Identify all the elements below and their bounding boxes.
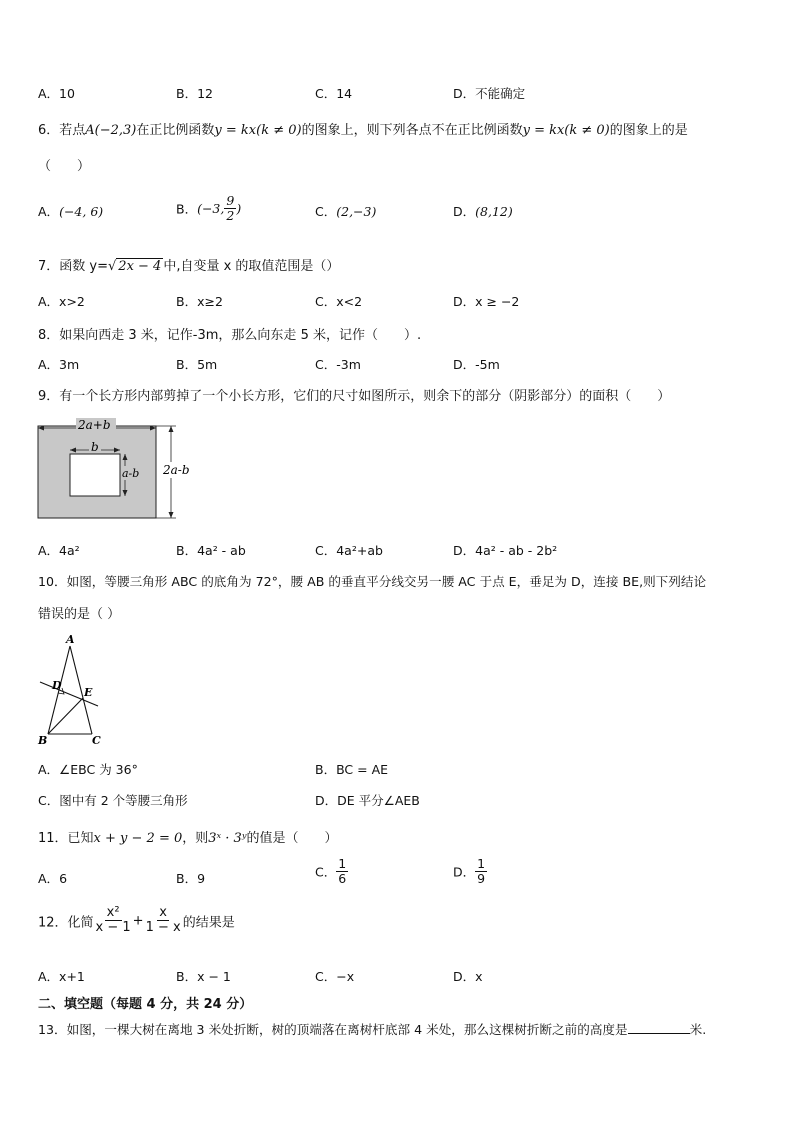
q6-prefix: 6．若点 [38, 123, 86, 138]
q11-option-c-num: 1 [338, 856, 347, 871]
q6-option-c-label: C． [315, 204, 337, 219]
q7-prefix: 7．函数 y= [38, 259, 108, 274]
q9-label-outer-width: 2a+b [78, 418, 111, 432]
q6-stem [38, 119, 688, 138]
q9-stem: 9．有一个长方形内部剪掉了一个小长方形，它们的尺寸如图所示，则余下的部分（阴影部分）的面积（ ） [38, 389, 671, 404]
q5-option-a: A．10 [38, 86, 75, 101]
q11-option-c [315, 857, 348, 886]
q13-unit: 米. [689, 1022, 707, 1037]
q10-label-c: C [92, 734, 101, 747]
q12-option-d: D．x [453, 969, 483, 984]
q11-option-b-label: B． [176, 871, 198, 886]
q6-option-c-value: (2,−3) [336, 204, 377, 219]
q8-option-b: B．5m [176, 357, 218, 372]
q9-option-b: B．4a² - ab [176, 543, 246, 558]
q9-option-d: D．4a² - ab - 2b² [453, 543, 558, 558]
q12-frac2-den: 1 − x [145, 920, 181, 936]
q11-prefix: 11．已知 [38, 831, 94, 846]
q6-option-b-num: 9 [226, 193, 235, 208]
q6-option-b-pre: (−3, [197, 200, 225, 216]
q12-option-b: B．x − 1 [176, 969, 231, 984]
q10-option-b: B．BC = AE [315, 762, 389, 777]
q9-label-inner-height: a-b [122, 467, 140, 480]
q9-inner-rect [70, 454, 120, 496]
q11-option-b [176, 869, 205, 887]
q6-option-d-label: D． [453, 204, 476, 219]
q11-option-c-den: 6 [338, 870, 347, 886]
q12-frac1-den: x − 1 [95, 920, 131, 936]
q10-option-c: C．图中有 2 个等腰三角形 [38, 793, 188, 808]
q7-option-c: C．x<2 [315, 294, 363, 309]
q11-option-b-value: 9 [197, 871, 206, 886]
q11-option-d-num: 1 [477, 856, 486, 871]
q10-option-d: D．DE 平分∠AEB [315, 793, 420, 808]
q11-option-c-label: C． [315, 864, 337, 880]
q10-label-e: E [84, 686, 93, 699]
q6-option-a-label: A． [38, 204, 60, 219]
q6-func1: y = kx(k ≠ 0) [214, 123, 302, 138]
q10-label-b: B [38, 734, 48, 747]
q11-option-a-value: 6 [59, 871, 68, 886]
q10-option-a: A．∠EBC 为 36° [38, 762, 138, 777]
q11-option-c-fraction [336, 857, 348, 886]
q12-fraction-1 [94, 906, 133, 936]
q11-option-a-label: A． [38, 871, 60, 886]
q7-radicand: 2x − 4 [118, 259, 162, 274]
q7-option-a: A．x>2 [38, 294, 85, 309]
q6-option-a [38, 202, 103, 220]
q5-option-b: B．12 [176, 86, 213, 101]
q12-stem [38, 906, 235, 936]
q10-stem-line1: 10．如图，等腰三角形 ABC 的底角为 72°，腰 AB 的垂直平分线交另一腰 AC 于点 E，垂足为 D，连接 BE,则下列结论 [38, 574, 707, 589]
q6-option-b-label: B． [176, 201, 198, 217]
q7-option-d: D．x ≥ −2 [453, 294, 520, 309]
q11-mid: ，则 [182, 831, 209, 846]
q11-expr: 3ˣ · 3ʸ [208, 831, 247, 846]
q9-label-inner-width: b [91, 440, 99, 454]
q6-suffix: 的图象上，则下列各点不在正比例函数 [301, 123, 523, 138]
q6-end: 的图象上的是 [609, 123, 688, 138]
q10-stem-line2: 错误的是（ ） [38, 607, 121, 622]
q11-equation: x + y − 2 = 0 [93, 831, 183, 846]
q9-label-outer-height: 2a-b [163, 463, 190, 477]
q5-option-c: C．14 [315, 86, 353, 101]
q12-option-a: A．x+1 [38, 969, 85, 984]
q12-suffix: 的结果是 [182, 915, 235, 931]
q7-stem [38, 255, 339, 274]
q12-plus: + [132, 913, 144, 929]
q13-text: 13．如图，一棵大树在离地 3 米处折断，树的顶端落在离树杆底部 4 米处，那么这棵树折断之前的高度是 [38, 1022, 628, 1037]
q6-func2: y = kx(k ≠ 0) [522, 123, 610, 138]
q10-label-a: A [66, 633, 75, 646]
q8-stem: 8．如果向西走 3 米，记作-3m，那么向东走 5 米，记作（ ）. [38, 328, 422, 343]
q6-option-c [315, 202, 376, 220]
q12-option-c: C．−x [315, 969, 355, 984]
q6-option-d [453, 202, 513, 220]
q9-option-a: A．4a² [38, 543, 80, 558]
q12-frac1-num: x² [106, 905, 120, 920]
q12-frac2-num: x [159, 905, 167, 920]
q13-stem [38, 1019, 706, 1038]
q11-option-a [38, 869, 67, 887]
q7-option-b: B．x≥2 [176, 294, 223, 309]
q9-option-c: C．4a²+ab [315, 543, 383, 558]
q11-option-d [453, 857, 487, 886]
q12-fraction-2 [144, 906, 183, 936]
q6-option-d-value: (8,12) [475, 204, 513, 219]
q6-option-b [176, 194, 241, 223]
q8-option-d: D．-5m [453, 357, 500, 372]
q6-paren: （ ） [38, 159, 91, 174]
section-title: 二、填空题（每题 4 分，共 24 分） [38, 997, 253, 1012]
q10-label-d: D [52, 679, 62, 692]
q8-option-a: A．3m [38, 357, 80, 372]
q6-option-b-den: 2 [226, 207, 235, 223]
q5-option-d: D．不能确定 [453, 86, 526, 101]
q9-figure [34, 414, 194, 522]
q11-option-d-label: D． [453, 864, 476, 880]
q6-point: A(−2,3) [85, 123, 137, 138]
q8-option-c: C．-3m [315, 357, 361, 372]
q11-option-d-den: 9 [477, 870, 486, 886]
q7-suffix: 中,自变量 x 的取值范围是（） [163, 259, 340, 274]
q11-stem [38, 827, 337, 846]
q6-option-b-fraction [224, 194, 236, 223]
q6-mid: 在正比例函数 [136, 123, 215, 138]
q12-prefix: 12．化简 [38, 915, 94, 931]
q11-suffix: 的值是（ ） [246, 831, 338, 846]
q6-option-a-value: (−4, 6) [59, 204, 104, 219]
q10-figure [34, 632, 114, 748]
q6-option-b-post: ) [236, 200, 242, 216]
sqrt-icon: √ [108, 259, 117, 274]
q11-option-d-fraction [475, 857, 487, 886]
q13-answer-blank[interactable] [628, 1021, 690, 1034]
